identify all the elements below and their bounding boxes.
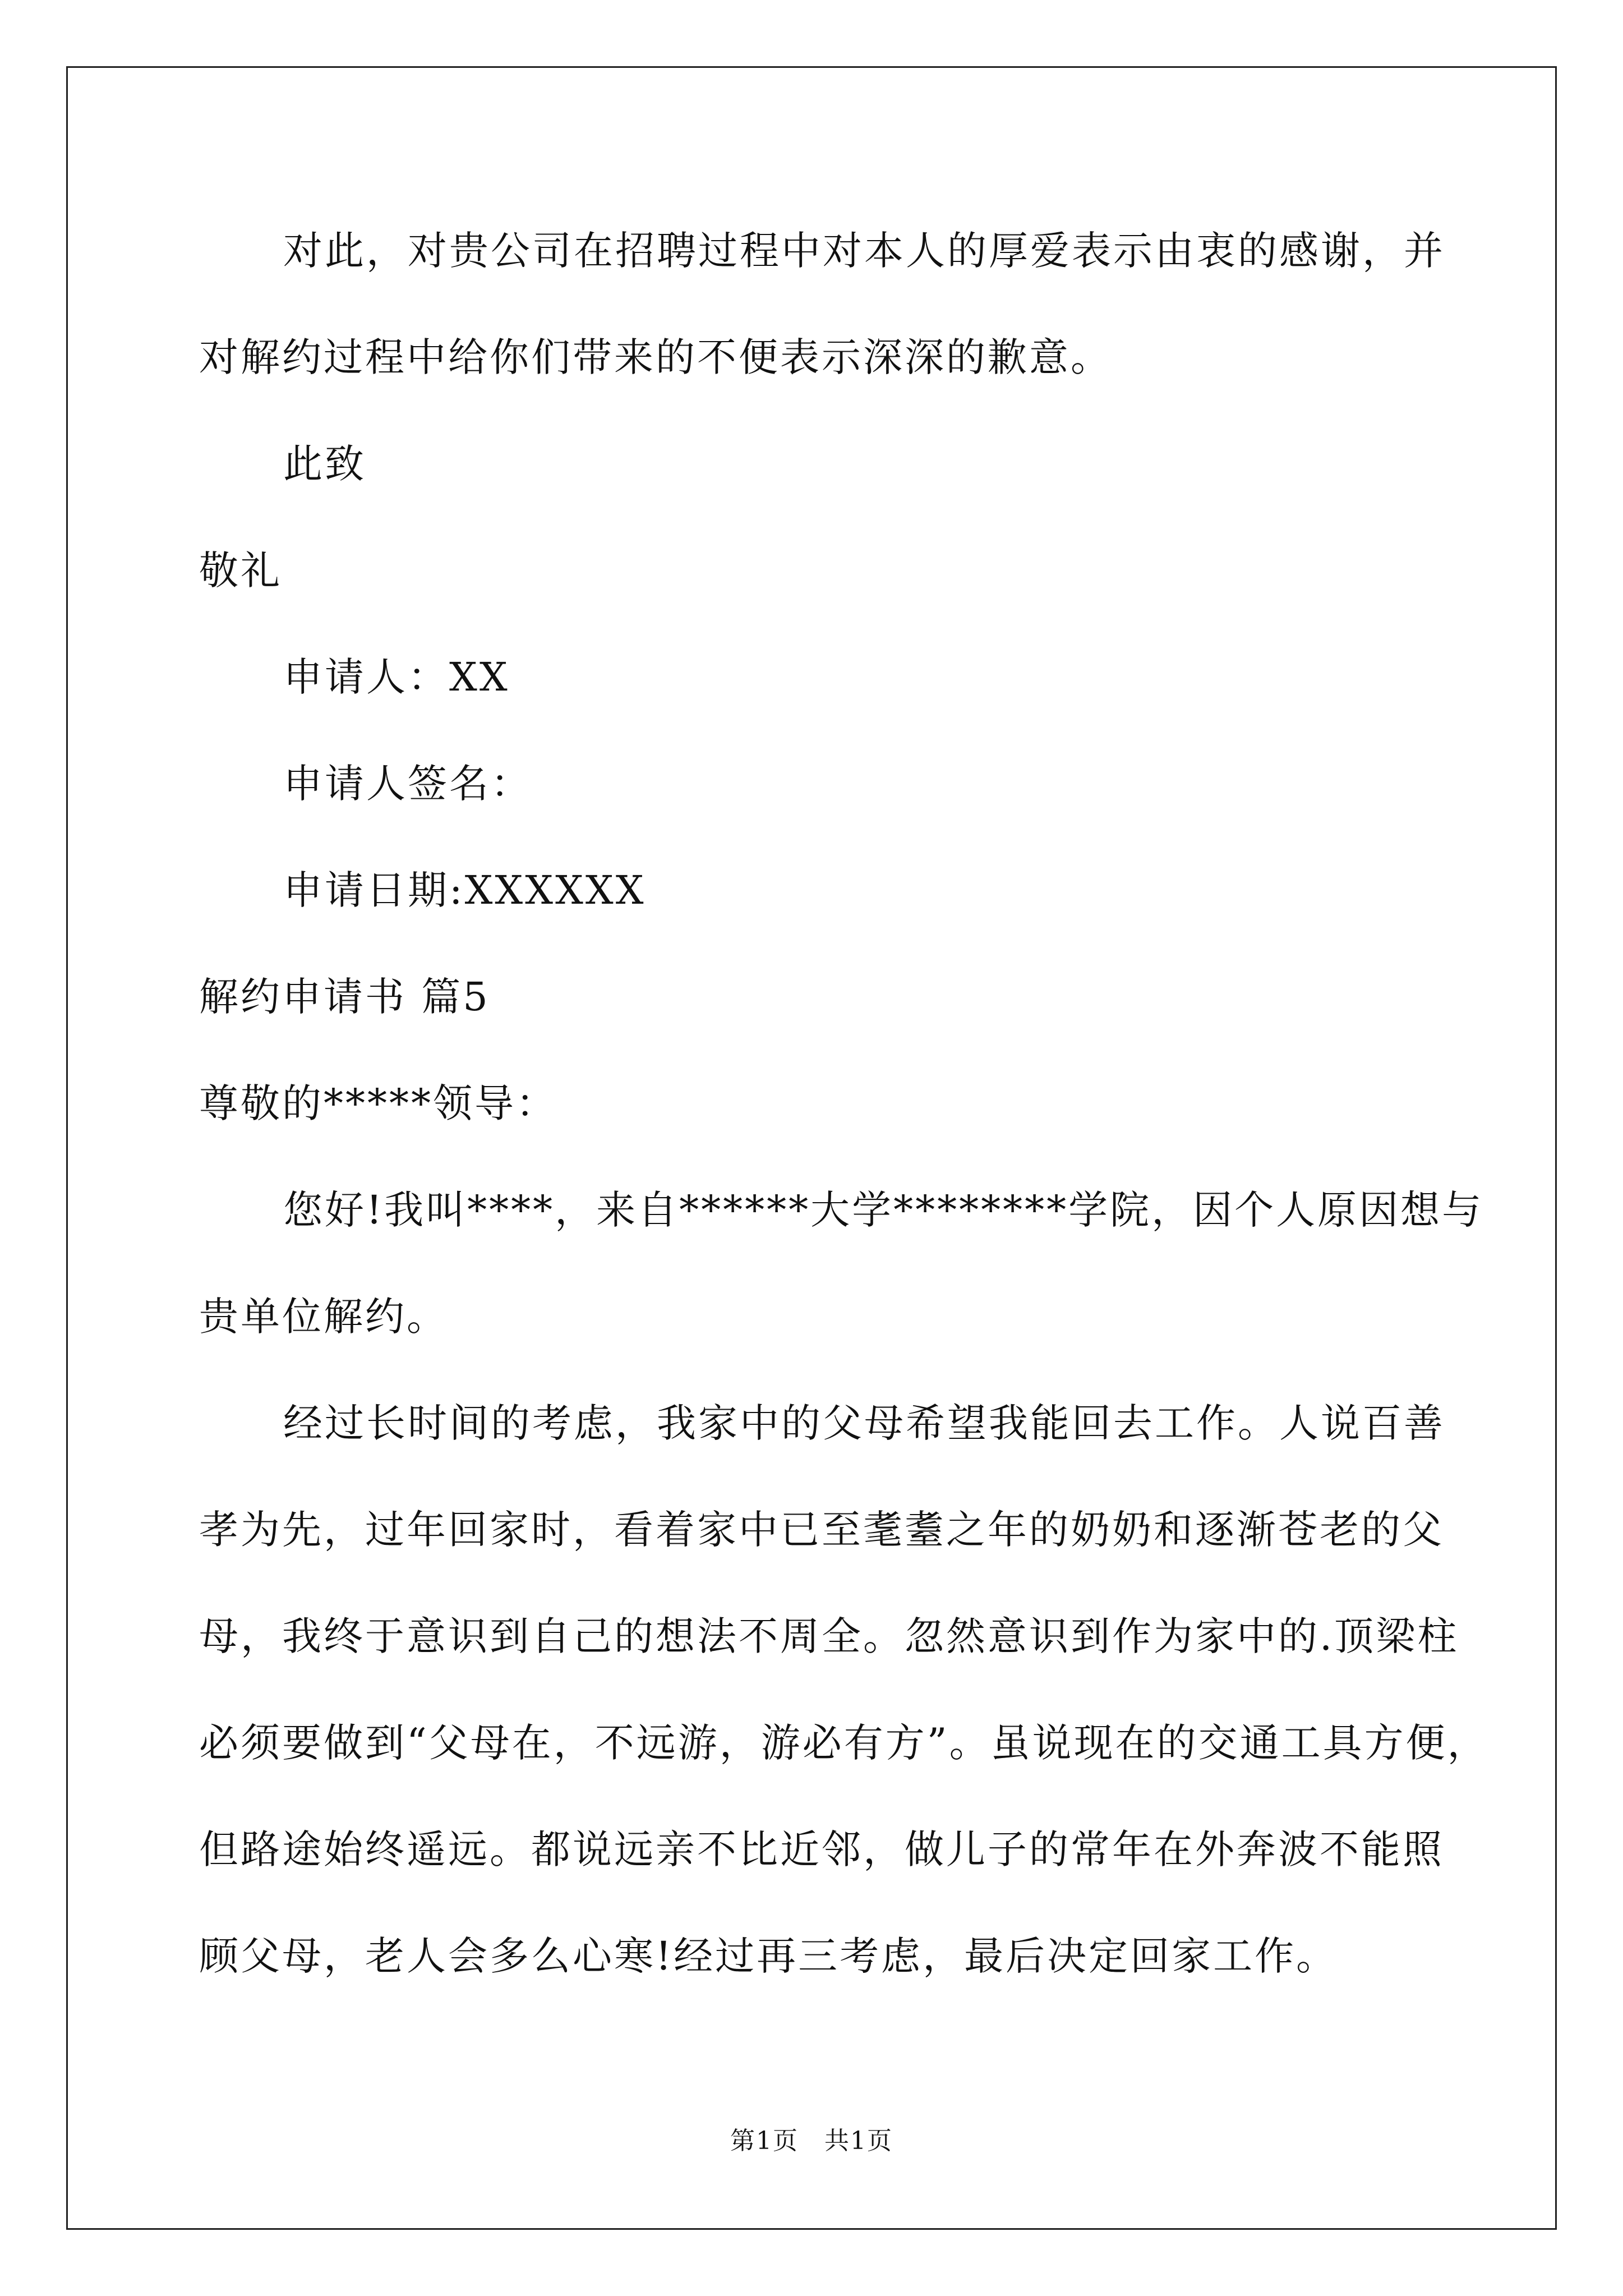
closing-line-2: 敬礼 xyxy=(199,547,282,593)
paragraph-3-line-1: 经过长时间的考虑，我家中的父母希望我能回去工作。人说百善 xyxy=(283,1400,1445,1446)
paragraph-2-line-1: 您好!我叫****，来自******大学********学院，因个人原因想与 xyxy=(283,1187,1484,1233)
page-footer: 第1页 共1页 xyxy=(730,2127,893,2155)
paragraph-3-line-5: 但路途始终遥远。都说远亲不比近邻，做儿子的常年在外奔波不能照 xyxy=(199,1826,1444,1872)
closing-line-1: 此致 xyxy=(283,441,366,487)
paragraph-1-line-1: 对此，对贵公司在招聘过程中对本人的厚爱表示由衷的感谢，并 xyxy=(283,228,1445,274)
applicant-line: 申请人：XX xyxy=(283,654,510,700)
paragraph-2-line-2: 贵单位解约。 xyxy=(199,1294,448,1340)
paragraph-1-line-2: 对解约过程中给你们带来的不便表示深深的歉意。 xyxy=(199,334,1112,380)
paragraph-3-line-4: 必须要做到“父母在，不远游，游必有方”。虽说现在的交通工具方便， xyxy=(199,1720,1489,1766)
salutation: 尊敬的*****领导： xyxy=(199,1080,557,1126)
paragraph-3-line-6: 顾父母，老人会多么心寒!经过再三考虑，最后决定回家工作。 xyxy=(199,1933,1338,1979)
section-title: 解约申请书 篇5 xyxy=(199,974,490,1020)
signature-line: 申请人签名： xyxy=(283,761,532,807)
page-border xyxy=(66,66,1557,2230)
paragraph-3-line-3: 母，我终于意识到自己的想法不周全。忽然意识到作为家中的.顶梁柱 xyxy=(199,1613,1459,1659)
paragraph-3-line-2: 孝为先，过年回家时，看着家中已至耄耋之年的奶奶和逐渐苍老的父 xyxy=(199,1507,1444,1553)
date-line: 申请日期:XXXXXX xyxy=(283,867,646,913)
